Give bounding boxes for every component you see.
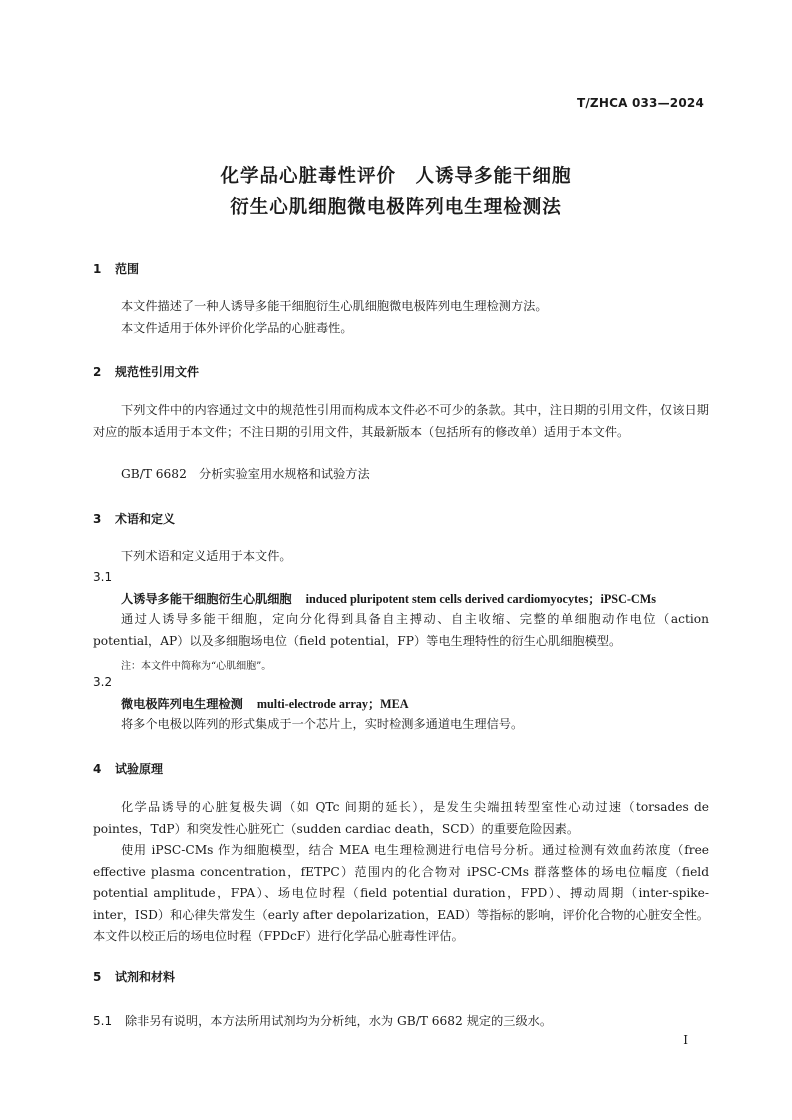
section-2-paragraph: 下列文件中的内容通过文中的规范性引用而构成本文件必不可少的条款。其中，注日期的引用文件，仅该日期对应的版本适用于本文件；不注日期的引用文件，其最新版本（包括所有的修改单）适用于本文件。 <box>93 403 709 439</box>
term-3-1-definition: 通过人诱导多能干细胞，定向分化得到具备自主搏动、自主收缩、完整的单细胞动作电位（action potential，AP）以及多细胞场电位（field potential，FP）等电生理特性的衍生心肌细胞模型。 <box>93 612 709 648</box>
term-3-1-note: 注：本文件中简称为“心肌细胞”。 <box>121 661 272 672</box>
section-title: 范围 <box>115 262 140 276</box>
clause-text: 除非另有说明，本方法所用试剂均为分析纯，水为 GB/T 6682 规定的三级水。 <box>125 1014 553 1028</box>
clause-5-1 <box>93 1012 552 1029</box>
section-4-paragraph-1: 化学品诱导的心脏复极失调（如 QTc 间期的延长），是发生尖端扭转型室性心动过速（torsades de pointes，TdP）和突发性心脏死亡（sudden cardiac death，SCD）的重要危险因素。 <box>93 800 709 836</box>
page-number: I <box>683 1033 688 1047</box>
section-2-heading <box>93 363 199 380</box>
section-3-intro: 下列术语和定义适用于本文件。 <box>121 549 292 563</box>
section-title: 试剂和材料 <box>115 970 176 984</box>
section-3-heading <box>93 510 175 527</box>
section-number: 3 <box>93 512 102 526</box>
title-line-1: 化学品心脏毒性评价 人诱导多能干细胞 <box>220 166 572 187</box>
title-line-2: 衍生心肌细胞微电极阵列电生理检测法 <box>230 197 562 218</box>
section-number: 4 <box>93 762 102 776</box>
term-3-2-english: multi-electrode array；MEA <box>256 697 409 711</box>
section-1-heading <box>93 260 139 277</box>
term-3-2-definition: 将多个电极以阵列的形式集成于一个芯片上，实时检测多通道电生理信号。 <box>121 717 524 731</box>
section-4-paragraph-2: 使用 iPSC-CMs 作为细胞模型，结合 MEA 电生理检测进行电信号分析。通过检测有效血药浓度（free effective plasma concentration，fETPC）范围内的化合物对 iPSC-CMs 群落整体的场电位幅度（field potential amplitude，FPA）、场电位时程（field potential duration，FPD）、搏动周期（inter-spike-inter，ISD）和心律失常发生（early after depolarization，EAD）等指标的影响，评价化合物的心脏安全性。本文件以校正后的场电位时程（FPDcF）进行化学品心脏毒性评估。 <box>93 843 709 943</box>
section-1-paragraph-1: 本文件描述了一种人诱导多能干细胞衍生心肌细胞微电极阵列电生理检测方法。 <box>121 299 548 313</box>
term-3-1 <box>121 590 656 607</box>
term-3-2-chinese: 微电极阵列电生理检测 <box>121 697 243 711</box>
section-title: 规范性引用文件 <box>115 365 200 379</box>
term-3-1-english: induced pluripotent stem cells derived cardiomyocytes；iPSC-CMs <box>305 592 656 606</box>
section-1-paragraph-2: 本文件适用于体外评价化学品的心脏毒性。 <box>121 321 353 335</box>
section-number: 1 <box>93 262 102 276</box>
term-3-1-chinese: 人诱导多能干细胞衍生心肌细胞 <box>121 592 292 606</box>
section-5-heading <box>93 968 175 985</box>
term-3-2 <box>121 695 409 712</box>
standard-code: T/ZHCA 033—2024 <box>576 96 704 110</box>
section-title: 试验原理 <box>115 762 164 776</box>
section-4-heading <box>93 760 163 777</box>
section-number: 2 <box>93 365 102 379</box>
clause-number: 5.1 <box>93 1014 113 1028</box>
normative-reference: GB/T 6682 分析实验室用水规格和试验方法 <box>121 467 370 481</box>
section-title: 术语和定义 <box>115 512 176 526</box>
term-3-2-number: 3.2 <box>93 675 113 689</box>
section-number: 5 <box>93 970 102 984</box>
term-3-1-number: 3.1 <box>93 570 113 584</box>
